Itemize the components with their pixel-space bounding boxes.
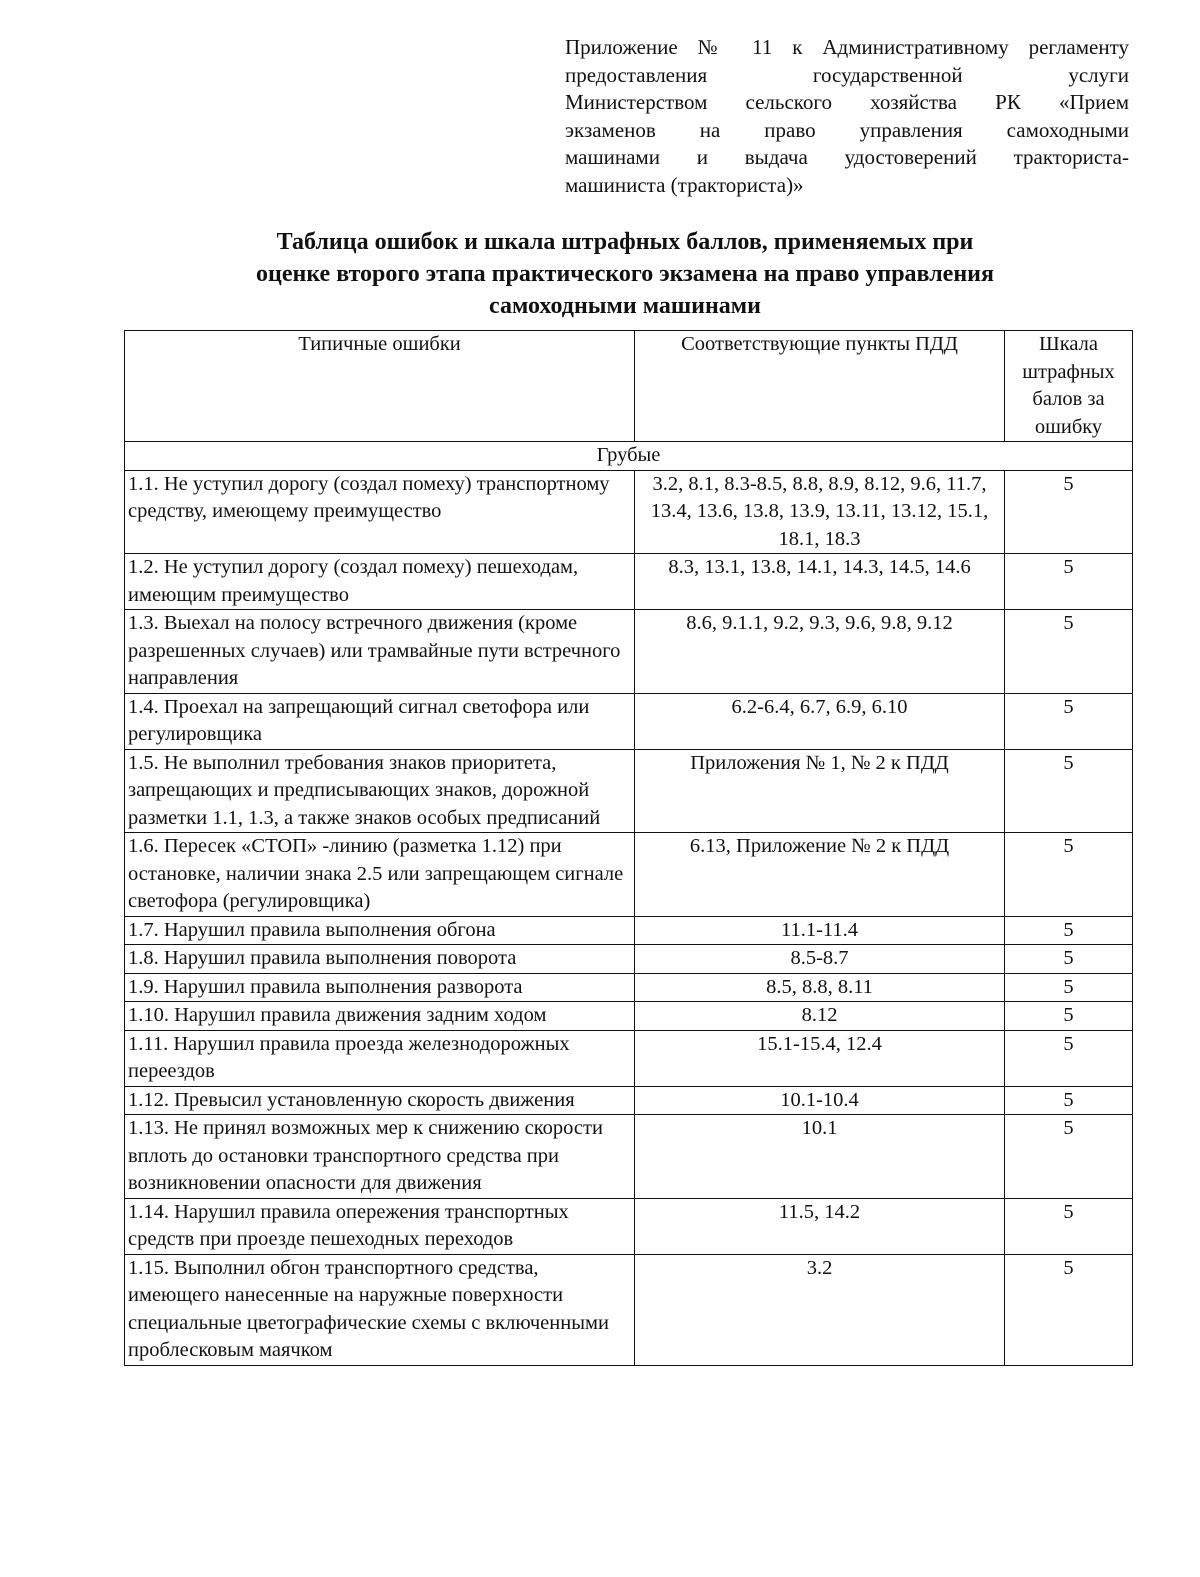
error-cell: 1.4. Проехал на запрещающий сигнал светофора или регулировщика (125, 693, 635, 749)
error-cell: 1.6. Пересек «СТОП» -линию (разметка 1.12) при остановке, наличии знака 2.5 или запрещающем сигнале светофора (регулировщика) (125, 833, 635, 917)
document-title-line: Таблица ошибок и шкала штрафных баллов, применяемых при (276, 229, 974, 255)
table-row (125, 693, 1133, 749)
penalty-cell: 5 (1005, 1198, 1133, 1254)
penalty-cell: 5 (1005, 1254, 1133, 1365)
error-cell: 1.8. Нарушил правила выполнения поворота (125, 945, 635, 974)
table-row (125, 610, 1133, 694)
appendix-note-line: экзаменов на право управления самоходными (565, 117, 1129, 142)
header-references: Соответствующие пункты ПДД (635, 331, 1005, 442)
table-row (125, 1086, 1133, 1115)
reference-cell: 11.1-11.4 (635, 916, 1005, 945)
reference-cell: 8.3, 13.1, 13.8, 14.1, 14.3, 14.5, 14.6 (635, 554, 1005, 610)
appendix-note-line: машиниста (тракториста)» (565, 172, 804, 197)
error-cell: 1.11. Нарушил правила проезда железнодорожных переездов (125, 1030, 635, 1086)
appendix-note-line: Приложение № 11 к Административному регламенту (565, 35, 1129, 59)
table-row (125, 1115, 1133, 1199)
appendix-note-line: машинами и выдача удостоверений тракториста- (565, 145, 1129, 169)
error-cell: 1.7. Нарушил правила выполнения обгона (125, 916, 635, 945)
penalty-cell: 5 (1005, 973, 1133, 1002)
reference-cell: 8.12 (635, 1002, 1005, 1031)
table-row (125, 1198, 1133, 1254)
penalty-table (124, 330, 1133, 1366)
appendix-note-line: предоставления государственной услуги (565, 62, 1129, 87)
table-row (125, 833, 1133, 917)
error-cell: 1.15. Выполнил обгон транспортного средства, имеющего нанесенные на наружные поверхности специальные цветографические схемы с включенными проблесковым маячком (125, 1254, 635, 1365)
section-title: Грубые (125, 442, 1133, 471)
document-title-line: самоходными машинами (489, 293, 761, 319)
error-cell: 1.9. Нарушил правила выполнения разворота (125, 973, 635, 1002)
header-penalty: Шкала штрафных балов за ошибку (1005, 331, 1133, 442)
reference-cell: 8.6, 9.1.1, 9.2, 9.3, 9.6, 9.8, 9.12 (635, 610, 1005, 694)
penalty-cell: 5 (1005, 1086, 1133, 1115)
table-row (125, 1030, 1133, 1086)
reference-cell: 11.5, 14.2 (635, 1198, 1005, 1254)
error-cell: 1.5. Не выполнил требования знаков приоритета, запрещающих и предписывающих знаков, дорожной разметки 1.1, 1.3, а также знаков особых предписаний (125, 749, 635, 833)
table-row (125, 470, 1133, 554)
reference-cell: 3.2 (635, 1254, 1005, 1365)
reference-cell: Приложения № 1, № 2 к ПДД (635, 749, 1005, 833)
reference-cell: 10.1 (635, 1115, 1005, 1199)
error-cell: 1.13. Не принял возможных мер к снижению скорости вплоть до остановки транспортного средства при возникновении опасности для движения (125, 1115, 635, 1199)
error-cell: 1.1. Не уступил дорогу (создал помеху) транспортному средству, имеющему преимущество (125, 470, 635, 554)
penalty-cell: 5 (1005, 470, 1133, 554)
reference-cell: 6.13, Приложение № 2 к ПДД (635, 833, 1005, 917)
reference-cell: 6.2-6.4, 6.7, 6.9, 6.10 (635, 693, 1005, 749)
document-title (120, 226, 1130, 322)
table-row (125, 945, 1133, 974)
error-cell: 1.2. Не уступил дорогу (создал помеху) пешеходам, имеющим преимущество (125, 554, 635, 610)
table-row (125, 1002, 1133, 1031)
error-cell: 1.14. Нарушил правила опережения транспортных средств при проезде пешеходных переходов (125, 1198, 635, 1254)
table-row (125, 973, 1133, 1002)
reference-cell: 8.5, 8.8, 8.11 (635, 973, 1005, 1002)
penalty-cell: 5 (1005, 610, 1133, 694)
penalty-cell: 5 (1005, 1115, 1133, 1199)
penalty-cell: 5 (1005, 833, 1133, 917)
penalty-cell: 5 (1005, 749, 1133, 833)
error-cell: 1.10. Нарушил правила движения задним ходом (125, 1002, 635, 1031)
penalty-cell: 5 (1005, 1030, 1133, 1086)
header-errors: Типичные ошибки (125, 331, 635, 442)
penalty-cell: 5 (1005, 554, 1133, 610)
table-row (125, 554, 1133, 610)
table-row (125, 916, 1133, 945)
penalty-cell: 5 (1005, 916, 1133, 945)
error-cell: 1.12. Превысил установленную скорость движения (125, 1086, 635, 1115)
penalty-cell: 5 (1005, 945, 1133, 974)
table-row (125, 1254, 1133, 1365)
error-cell: 1.3. Выехал на полосу встречного движения (кроме разрешенных случаев) или трамвайные пути встречного направления (125, 610, 635, 694)
penalty-cell: 5 (1005, 1002, 1133, 1031)
reference-cell: 3.2, 8.1, 8.3-8.5, 8.8, 8.9, 8.12, 9.6, 11.7, 13.4, 13.6, 13.8, 13.9, 13.11, 13.12, 15.1, 18.1, 18.3 (635, 470, 1005, 554)
reference-cell: 10.1-10.4 (635, 1086, 1005, 1115)
table-header-row (125, 331, 1133, 442)
section-row (125, 442, 1133, 471)
document-title-line: оценке второго этапа практического экзамена на право управления (256, 261, 994, 287)
table-row (125, 749, 1133, 833)
penalty-cell: 5 (1005, 693, 1133, 749)
reference-cell: 15.1-15.4, 12.4 (635, 1030, 1005, 1086)
appendix-note-line: Министерством сельского хозяйства РК «Прием (565, 90, 1129, 114)
reference-cell: 8.5-8.7 (635, 945, 1005, 974)
appendix-note (565, 34, 1129, 199)
